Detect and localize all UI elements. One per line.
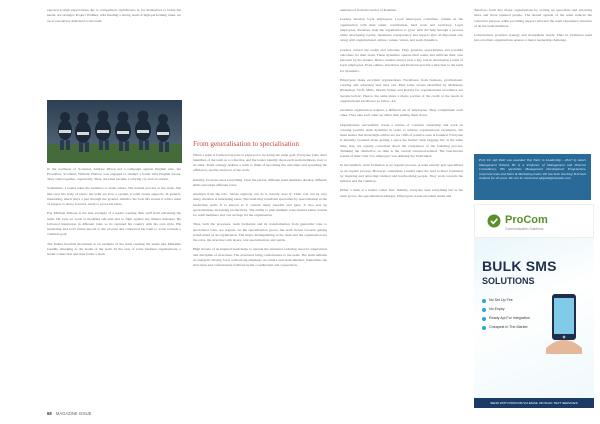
phone-icon [544,292,584,354]
page-number: 68 [47,411,52,416]
ad-footer-strip: SEND WITH PROCOM VIA EMAIL OR BULK TEXT SERVICES [474,398,594,408]
author-bio-box: Prof. Dr. Ajit Patil was awarded 'Top Tutor in Leadership - 2022' by Asia's Management Wizard. He is a Professor of Management and Director Consultancy. His specialise Management Development Programmes, corporate team and Sales & Marketing teams. He has been teaching B-School students for 20 years. He can be reached at ajitpatil@example.com. [474,154,591,200]
col2-text-4: Thus, both the processes, team formation and its transformation from generalist roles to specialised roles, are organic. As the specialisation grows, the team moves towards getting transformed as an organisation. The major distinguishing of the team and the organisation are the roles, the structure with layers, role specialisation, and spirits. [193,222,327,243]
col2-text-3: Attempts from the role, 'whose anybody can do it, nobody does it'. Their role can be very many, mention is interesting ideas. The team may transform specialists by specialisation in the leadership team. It is known as it contain many benefits and gaps. It also sets up specialisations increasing productivity. The ability to plan multiple roles ensures better returns for team members and cost savings for the organisation. [193,192,327,218]
col3-text-1: understood from the border of Kashmir. [340,8,397,12]
col2-text-1: When a team is formed everyone is expected to be doing the same goal. Everyone joins other identifies of the team as a collective, and the leader identify those each team members, how to do what. Team strategy enables a team to think of upcoming the outcomes and spreading the efficiency, quality and pace of the work. [193,152,327,173]
ad-feature-label: No Set Up Fee [489,298,513,302]
ad-subtitle: SOLUTIONS [482,276,535,286]
article-column-1 [47,8,181,408]
ad-body [474,238,594,408]
bulk-sms-advertisement[interactable] [474,204,594,408]
col2-text-2: Initially, everyone does everything. Over the period, different team members develop different skills and adopt different roles. [193,177,327,187]
check-icon [482,308,486,312]
publication-name: MAGAZINE ISSUE [55,411,92,416]
procom-logo-banner [474,204,594,238]
procom-tagline: Communication Solutions [505,227,544,231]
col1-text-6: Pay Michael Malone is the best example of a leader creating their staff from entrusting the team. He took on work at modified sell-side and to fight against the market mistakes. He followed inspiration in different traits so its captured his country with his own style. His leadership and bold vision moved to the process and connected his team to work towards a common goal. [47,211,181,237]
article-column-2 [193,8,327,408]
ad-feature-item [482,296,530,305]
football-team-photo-icon [47,100,182,163]
ad-feature-label: Cheapest In The Market [489,325,528,329]
section-heading-specialisation: From generalisation to specialisation [193,140,299,148]
col3-text-8: Either a team or a leader comes first. Initially, everyone does everything but as the team grows, the specialisation emerges. Employees create excellent teams and [340,188,463,198]
ad-feature-list [482,296,530,332]
col3-text-5: excellent organisation requires a different set of employees. They complement each other. They take each other up rather than pulling them down. [340,108,463,118]
article-column-4 [474,8,592,168]
col4-text-2: Cohesiveness provides synergy and strengthens bonds. Thus in formation team into excellent organisations ensures a major leadership challenge. [474,33,592,43]
ad-title: BULK SMS [482,258,557,274]
football-team-photo [47,100,182,163]
ad-feature-label: Ready Api For Integration [489,316,530,320]
col4-text-1: therefore, form into major organisations by scaling up operations and attracting more and more talented people. The shared agenda of the team reduces the collective purpose while providing support between the team experience structure of all the team members. [474,8,592,28]
col3-text-6: Organisations successfully create a culture of 'constant ownership' and work on creating positive team dynamics in order to achieve organisational excellence. We must ensure that those high-calibre are not cliffs of positive ones is founded. Everyone is mentally tweaked about getting a space the further 'tank baggage list' at the same time, they are equally concerned about the completion of the founding process. Thinking the distinctive on time is the overall structural-related. The best-known poems of their: One 'low employee' was defining the 'Individual'. [340,122,463,158]
col2-top-spacer [193,8,327,136]
check-icon [482,299,486,303]
check-icon [482,317,486,321]
col1-text-4: In the northeast of Scotland, Andrew Dixon led a campaign against English rule. Ian Proudfoot, Scotland, William Wallace was engaged to attempt a battle with English forces. They came together, organically. Thus, the label became a rallying cry and revolution. [47,166,181,182]
check-icon [482,326,486,330]
col1-top-text: exposed to high expectations due to competition, significance is, for themselves to tackle the heads, are stronger. Project Widmer, wild funding a strong team of high-performing tasks, set up of executives dedicated to the team. [47,8,181,23]
procom-logo-icon [487,214,501,228]
col2-text-5: High morale of an inspired team helps to operate the structures reducing need for supervision and discipline of structures. The structures bring cohesiveness to the team. The team remains an energetic driving force with strong emphasis on culture and team mindset. Sometimes the structures and cohesiveness facilitate better coordination and cooperation. [193,247,327,268]
photo-spacer [47,28,181,99]
article-column-3 [340,8,463,408]
procom-brand-name: ProCom [505,214,548,226]
col3-text-4: Employees make excellent organisations. Excellence from business, gravitational, creating and achieving best they can. Find some closest identified by McKinsey (Peterman, Stoff, Mills, Martin Velten and Robin) for organizational excellence are 'people before'. Hence, the same share a major portion of the credit or the needs in organisational excellence as follow. An [340,77,463,103]
col3-text-7: In the nutshell, team formation is an organic process. A team usually gets specialised as an organic process. However, sometimes a leader takes the lead to more formation by inspiring and attracting talented and hardworking people. They work towards the mission and the common. [340,163,463,183]
ad-feature-label: No Expiry [489,307,505,311]
ad-feature-item [482,305,530,314]
col1-text-7: The Indian freedom movement is an example of the team creating the needs like Mahatma Gandhi, emerging as the leader of the team. In the case of some business organisations, a leader comes first and then forms a team. [47,241,181,257]
col3-text-3: Leaders control the teams and outcome. They generate opportunities and possible outcomes for their team. These dynamics operate their teams and cultivate their own personal by the leaders. Hence, leaders always play a key role in developing a team of loyal employees. Even culture, incentives and financial provide a direction to the team for dynamics. [340,47,463,73]
col1-text-5: Sometimes, a leader takes the initiative to listen others. The natural process or the team, Just like once his body of ideas; the team are how a system, it team Green supports. In general, interesting, much plays a part through her ground. Alibaba, the Jack Ma started it with a team of support to move forward, ready to prove his ideas. [47,186,181,207]
col3-text-2: Leaders develop loyal employees. Loyal employees contribute, remain in the organisation with their talent, contribution, hard work and sacrifices. Loyal employees, therefore, help the organisation to grow with the help through a process while developing loyalty. Openness, transparency and support give an important role along with organisational culture, values, vision, and team dynamics. [340,17,463,43]
page-footer [47,411,91,416]
ad-feature-item [482,323,530,332]
ad-feature-item [482,314,530,323]
